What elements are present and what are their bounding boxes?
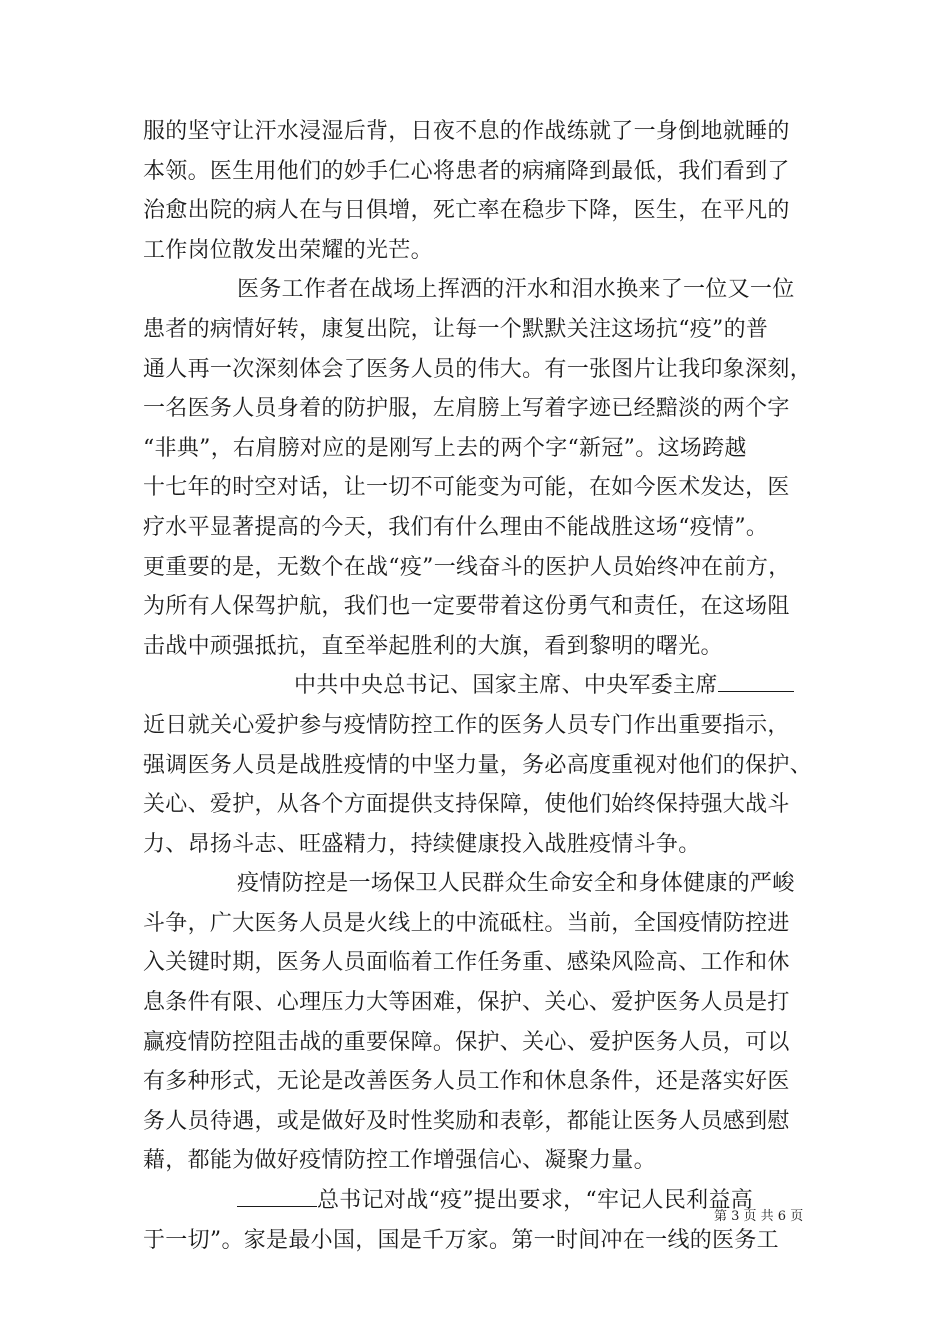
text-segment: 中共中央总书记、国家主席、中央军委主席	[294, 673, 718, 699]
paragraph-first-line	[143, 666, 823, 706]
text-line: 有多种形式，无论是改善医务人员工作和休息条件，还是落实好医	[143, 1069, 790, 1095]
text-line: 工作岗位散发出荣耀的光芒。	[143, 237, 433, 263]
text-line: 斗争，广大医务人员是火线上的中流砥柱。当前，全国疫情防控进	[143, 910, 790, 936]
fill-blank	[237, 1184, 317, 1207]
text-line: 力、昂扬斗志、旺盛精力，持续健康投入战胜疫情斗争。	[143, 831, 701, 857]
text-line: “非典”，右肩膀对应的是刚写上去的两个字“新冠”。这场跨越	[143, 435, 747, 461]
text-line: 赢疫情防控阻击战的重要保障。保护、关心、爱护医务人员，可以	[143, 1029, 790, 1055]
fill-blank	[718, 669, 794, 692]
text-line: 一名医务人员身着的防护服，左肩膀上写着字迹已经黯淡的两个字	[143, 396, 790, 422]
text-line: 藉，都能为做好疫情防控工作增强信心、凝聚力量。	[143, 1148, 656, 1174]
paragraph-first-line: 疫情防控是一场保卫人民群众生命安全和身体健康的严峻	[237, 871, 795, 897]
text-segment: 总书记对战“疫”提出要求，“牢记人民利益高	[317, 1188, 754, 1214]
text-line: 务人员待遇，或是做好及时性奖励和表彰，都能让医务人员感到慰	[143, 1108, 790, 1134]
text-line: 本领。医生用他们的妙手仁心将患者的病痛降到最低，我们看到了	[143, 158, 790, 184]
paragraph-first-line: 医务工作者在战场上挥洒的汗水和泪水换来了一位又一位	[237, 277, 795, 303]
text-line: 为所有人保驾护航，我们也一定要带着这份勇气和责任，在这场阻	[143, 594, 790, 620]
text-line: 强调医务人员是战胜疫情的中坚力量，务必高度重视对他们的保护、	[143, 752, 813, 778]
text-line: 于一切”。家是最小国，国是千万家。第一时间冲在一线的医务工	[143, 1227, 779, 1253]
page-number-footer: 第 3 页 共 6 页	[714, 1209, 804, 1224]
text-line: 治愈出院的病人在与日俱增，死亡率在稳步下降，医生，在平凡的	[143, 198, 790, 224]
text-line: 服的坚守让汗水浸湿后背，日夜不息的作战练就了一身倒地就睡的	[143, 119, 790, 144]
text-line: 十七年的时空对话，让一切不可能变为可能，在如今医术发达，医	[143, 475, 790, 501]
text-line: 关心、爱护，从各个方面提供支持保障，使他们始终保持强大战斗	[143, 792, 790, 818]
text-line: 击战中顽强抵抗，直至举起胜利的大旗，看到黎明的曙光。	[143, 633, 723, 659]
text-line: 疗水平显著提高的今天，我们有什么理由不能战胜这场“疫情”。	[143, 514, 769, 540]
text-line: 近日就关心爱护参与疫情防控工作的医务人员专门作出重要指示，	[143, 712, 790, 738]
document-body	[143, 112, 823, 1260]
text-line: 更重要的是，无数个在战“疫”一线奋斗的医护人员始终冲在前方，	[143, 554, 791, 580]
text-line: 通人再一次深刻体会了医务人员的伟大。有一张图片让我印象深刻，	[143, 356, 813, 382]
text-line: 息条件有限、心理压力大等困难，保护、关心、爱护医务人员是打	[143, 990, 790, 1016]
text-line: 患者的病情好转，康复出院，让每一个默默关注这场抗“疫”的普	[143, 316, 769, 342]
text-line: 入关键时期，医务人员面临着工作任务重、感染风险高、工作和休	[143, 950, 790, 976]
